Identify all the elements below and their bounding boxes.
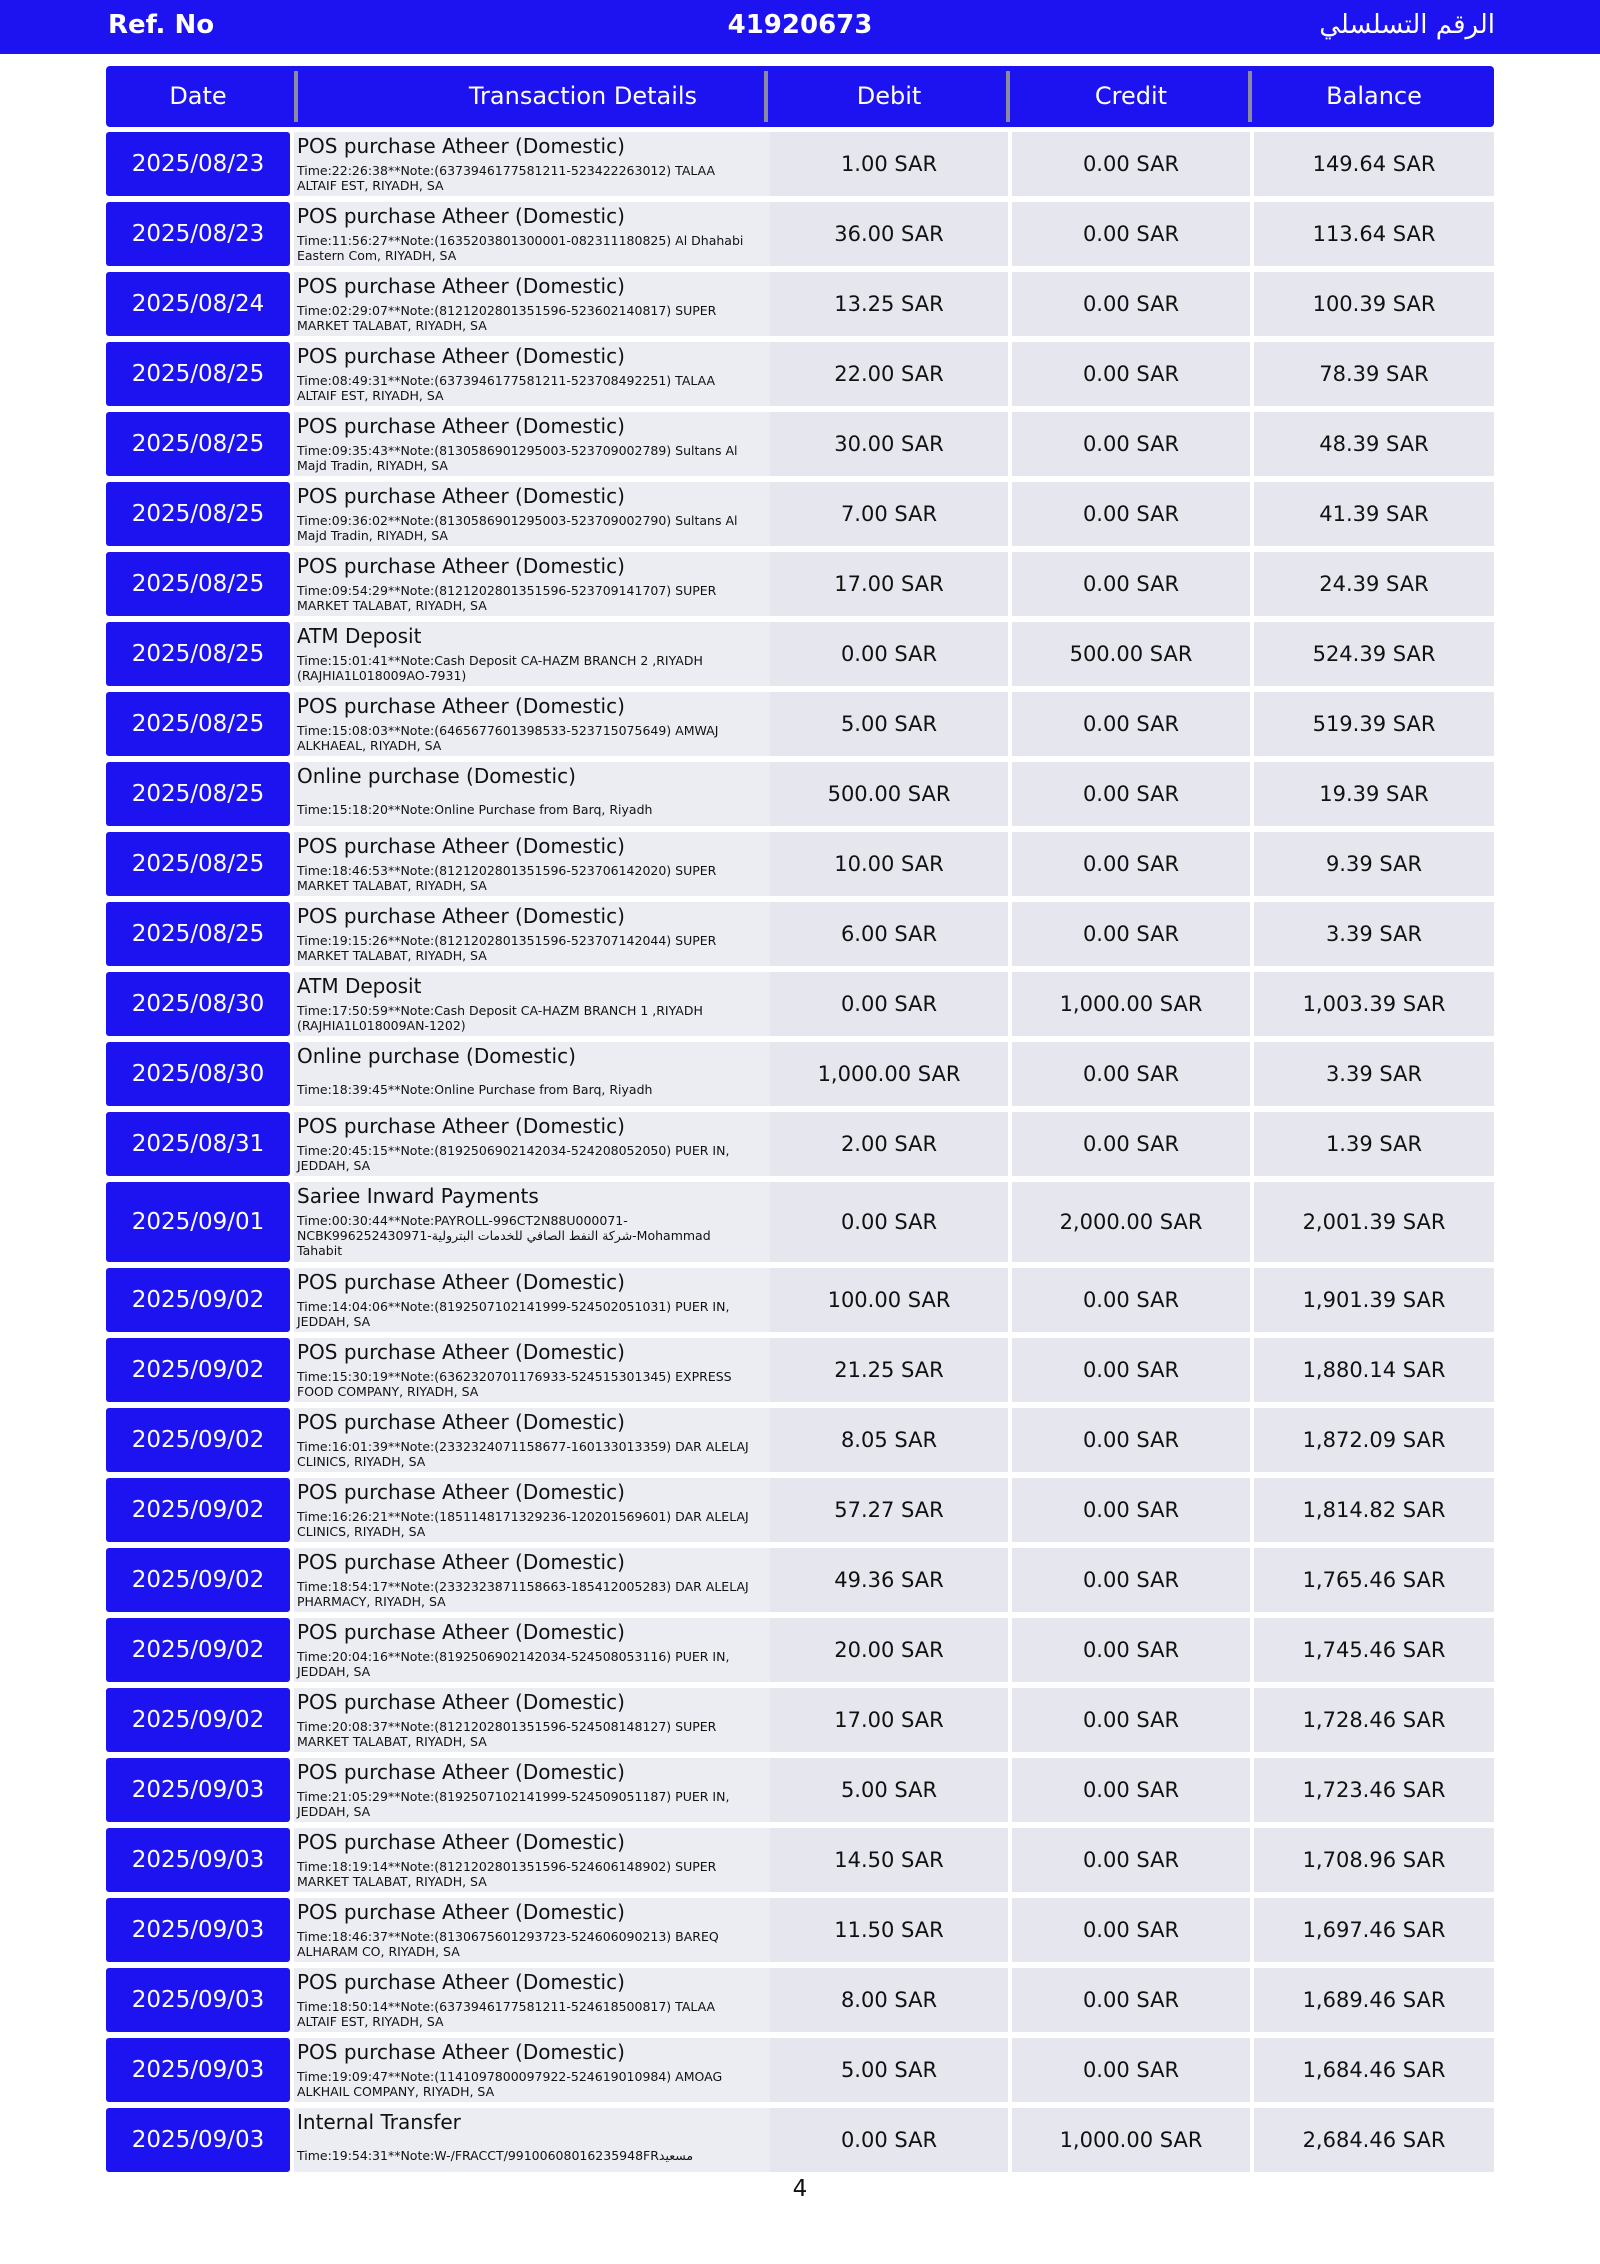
- table-row: [106, 1898, 1494, 1962]
- balance-amount: 100.39 SAR: [1254, 272, 1494, 336]
- table-row: [106, 972, 1494, 1036]
- transaction-date: 2025/08/23: [106, 132, 290, 196]
- balance-amount: 1,872.09 SAR: [1254, 1408, 1494, 1472]
- debit-amount: 8.00 SAR: [770, 1968, 1008, 2032]
- transaction-date: 2025/08/23: [106, 202, 290, 266]
- credit-amount: 0.00 SAR: [1012, 1338, 1250, 1402]
- balance-amount: 149.64 SAR: [1254, 132, 1494, 196]
- table-row: [106, 272, 1494, 336]
- transaction-date: 2025/09/02: [106, 1408, 290, 1472]
- credit-amount: 0.00 SAR: [1012, 2038, 1250, 2102]
- table-row: [106, 412, 1494, 476]
- transaction-date: 2025/09/02: [106, 1268, 290, 1332]
- transaction-date: 2025/08/25: [106, 552, 290, 616]
- debit-amount: 100.00 SAR: [770, 1268, 1008, 1332]
- transaction-title: POS purchase Atheer (Domestic): [297, 134, 625, 158]
- balance-amount: 524.39 SAR: [1254, 622, 1494, 686]
- debit-amount: 17.00 SAR: [770, 552, 1008, 616]
- table-row: [106, 2108, 1494, 2172]
- transaction-note: Time:20:45:15**Note:(8192506902142034-524208052050) PUER IN, JEDDAH, SA: [297, 1143, 730, 1173]
- transaction-note: Time:09:54:29**Note:(8121202801351596-523709141707) SUPER MARKET TALABAT, RIYADH, SA: [297, 583, 717, 613]
- balance-amount: 1,901.39 SAR: [1254, 1268, 1494, 1332]
- transaction-note: Time:02:29:07**Note:(8121202801351596-523602140817) SUPER MARKET TALABAT, RIYADH, SA: [297, 303, 717, 333]
- transaction-title: POS purchase Atheer (Domestic): [297, 484, 625, 508]
- column-divider: [764, 71, 768, 122]
- transaction-date: 2025/08/24: [106, 272, 290, 336]
- transaction-note: Time:22:26:38**Note:(6373946177581211-523422263012) TALAA ALTAIF EST, RIYADH, SA: [297, 163, 716, 193]
- credit-amount: 0.00 SAR: [1012, 1828, 1250, 1892]
- table-row: [106, 902, 1494, 966]
- transaction-title: POS purchase Atheer (Domestic): [297, 1970, 625, 1994]
- credit-amount: 0.00 SAR: [1012, 342, 1250, 406]
- table-row: [106, 482, 1494, 546]
- credit-amount: 0.00 SAR: [1012, 1688, 1250, 1752]
- debit-amount: 0.00 SAR: [770, 622, 1008, 686]
- credit-amount: 0.00 SAR: [1012, 832, 1250, 896]
- table-row: [106, 762, 1494, 826]
- debit-amount: 10.00 SAR: [770, 832, 1008, 896]
- page-number: 4: [792, 2176, 808, 2202]
- debit-amount: 17.00 SAR: [770, 1688, 1008, 1752]
- debit-amount: 5.00 SAR: [770, 2038, 1008, 2102]
- debit-amount: 8.05 SAR: [770, 1408, 1008, 1472]
- debit-amount: 49.36 SAR: [770, 1548, 1008, 1612]
- table-row: [106, 832, 1494, 896]
- credit-amount: 0.00 SAR: [1012, 1548, 1250, 1612]
- transaction-date: 2025/08/25: [106, 342, 290, 406]
- transaction-title: POS purchase Atheer (Domestic): [297, 204, 625, 228]
- table-row: [106, 1338, 1494, 1402]
- transaction-title: POS purchase Atheer (Domestic): [297, 1620, 625, 1644]
- transaction-title: POS purchase Atheer (Domestic): [297, 1550, 625, 1574]
- credit-amount: 0.00 SAR: [1012, 762, 1250, 826]
- table-row: [106, 1758, 1494, 1822]
- debit-amount: 7.00 SAR: [770, 482, 1008, 546]
- transaction-date: 2025/09/03: [106, 1828, 290, 1892]
- column-header-balance: Balance: [1326, 82, 1422, 110]
- transaction-note: Time:18:46:53**Note:(8121202801351596-523706142020) SUPER MARKET TALABAT, RIYADH, SA: [297, 863, 717, 893]
- credit-amount: 0.00 SAR: [1012, 412, 1250, 476]
- balance-amount: 48.39 SAR: [1254, 412, 1494, 476]
- table-row: [106, 2038, 1494, 2102]
- table-row: [106, 1112, 1494, 1176]
- transaction-note: Time:18:50:14**Note:(6373946177581211-524618500817) TALAA ALTAIF EST, RIYADH, SA: [297, 1999, 716, 2029]
- transaction-date: 2025/08/25: [106, 832, 290, 896]
- transaction-note: Time:11:56:27**Note:(1635203801300001-082311180825) Al Dhahabi Eastern Com, RIYADH, SA: [297, 233, 744, 263]
- transaction-date: 2025/08/30: [106, 972, 290, 1036]
- ref-no-label: Ref. No: [108, 10, 215, 40]
- transaction-date: 2025/08/25: [106, 692, 290, 756]
- debit-amount: 22.00 SAR: [770, 342, 1008, 406]
- credit-amount: 0.00 SAR: [1012, 552, 1250, 616]
- credit-amount: 0.00 SAR: [1012, 1268, 1250, 1332]
- transaction-date: 2025/08/25: [106, 762, 290, 826]
- debit-amount: 21.25 SAR: [770, 1338, 1008, 1402]
- balance-amount: 41.39 SAR: [1254, 482, 1494, 546]
- debit-amount: 20.00 SAR: [770, 1618, 1008, 1682]
- balance-amount: 2,684.46 SAR: [1254, 2108, 1494, 2172]
- transaction-note: Time:18:46:37**Note:(8130675601293723-524606090213) BAREQ ALHARAM CO, RIYADH, SA: [297, 1929, 719, 1959]
- transaction-note: Time:19:15:26**Note:(8121202801351596-523707142044) SUPER MARKET TALABAT, RIYADH, SA: [297, 933, 717, 963]
- transaction-note: Time:08:49:31**Note:(6373946177581211-523708492251) TALAA ALTAIF EST, RIYADH, SA: [297, 373, 716, 403]
- balance-amount: 1,765.46 SAR: [1254, 1548, 1494, 1612]
- table-row: [106, 1182, 1494, 1262]
- balance-amount: 9.39 SAR: [1254, 832, 1494, 896]
- balance-amount: 3.39 SAR: [1254, 902, 1494, 966]
- credit-amount: 0.00 SAR: [1012, 1112, 1250, 1176]
- balance-amount: 19.39 SAR: [1254, 762, 1494, 826]
- table-row: [106, 1478, 1494, 1542]
- transaction-title: POS purchase Atheer (Domestic): [297, 1900, 625, 1924]
- credit-amount: 0.00 SAR: [1012, 482, 1250, 546]
- transaction-note: Time:15:30:19**Note:(6362320701176933-524515301345) EXPRESS FOOD COMPANY, RIYADH, SA: [297, 1369, 732, 1399]
- transaction-date: 2025/09/02: [106, 1688, 290, 1752]
- transaction-title: POS purchase Atheer (Domestic): [297, 1690, 625, 1714]
- balance-amount: 113.64 SAR: [1254, 202, 1494, 266]
- table-row: [106, 202, 1494, 266]
- transaction-title: POS purchase Atheer (Domestic): [297, 2040, 625, 2064]
- debit-amount: 5.00 SAR: [770, 1758, 1008, 1822]
- credit-amount: 0.00 SAR: [1012, 1968, 1250, 2032]
- transaction-title: ATM Deposit: [297, 624, 422, 648]
- column-header-date: Date: [169, 82, 227, 110]
- transaction-date: 2025/08/25: [106, 482, 290, 546]
- balance-amount: 1,814.82 SAR: [1254, 1478, 1494, 1542]
- table-row: [106, 692, 1494, 756]
- column-divider: [1006, 71, 1010, 122]
- transaction-title: POS purchase Atheer (Domestic): [297, 1410, 625, 1434]
- table-row: [106, 1618, 1494, 1682]
- transaction-title: POS purchase Atheer (Domestic): [297, 904, 625, 928]
- balance-amount: 3.39 SAR: [1254, 1042, 1494, 1106]
- table-row: [106, 1408, 1494, 1472]
- transaction-note: Time:18:19:14**Note:(8121202801351596-524606148902) SUPER MARKET TALABAT, RIYADH, SA: [297, 1859, 717, 1889]
- transaction-date: 2025/08/25: [106, 412, 290, 476]
- transaction-date: 2025/09/02: [106, 1618, 290, 1682]
- table-row: [106, 552, 1494, 616]
- balance-amount: 1,689.46 SAR: [1254, 1968, 1494, 2032]
- debit-amount: 36.00 SAR: [770, 202, 1008, 266]
- transaction-date: 2025/08/31: [106, 1112, 290, 1176]
- credit-amount: 0.00 SAR: [1012, 902, 1250, 966]
- credit-amount: 2,000.00 SAR: [1012, 1182, 1250, 1262]
- debit-amount: 1,000.00 SAR: [770, 1042, 1008, 1106]
- ref-no-label-arabic: الرقم التسلسلي: [1319, 10, 1495, 40]
- transaction-title: POS purchase Atheer (Domestic): [297, 834, 625, 858]
- reference-header-bar: [0, 0, 1600, 54]
- credit-amount: 0.00 SAR: [1012, 1478, 1250, 1542]
- credit-amount: 0.00 SAR: [1012, 1408, 1250, 1472]
- transaction-date: 2025/09/02: [106, 1478, 290, 1542]
- column-header-debit: Debit: [856, 82, 922, 110]
- credit-amount: 0.00 SAR: [1012, 1042, 1250, 1106]
- credit-amount: 0.00 SAR: [1012, 1758, 1250, 1822]
- transaction-title: Online purchase (Domestic): [297, 1044, 576, 1068]
- transaction-title: Internal Transfer: [297, 2110, 461, 2134]
- transaction-note: Time:15:01:41**Note:Cash Deposit CA-HAZM BRANCH 2 ,RIYADH (RAJHIA1L018009AO-7931): [297, 653, 703, 683]
- transaction-title: POS purchase Atheer (Domestic): [297, 274, 625, 298]
- transaction-title: POS purchase Atheer (Domestic): [297, 1760, 625, 1784]
- transaction-note: Time:18:39:45**Note:Online Purchase from Barq, Riyadh: [297, 1082, 653, 1097]
- transaction-title: Sariee Inward Payments: [297, 1184, 539, 1208]
- balance-amount: 1.39 SAR: [1254, 1112, 1494, 1176]
- transaction-note: Time:20:08:37**Note:(8121202801351596-524508148127) SUPER MARKET TALABAT, RIYADH, SA: [297, 1719, 717, 1749]
- table-body: [106, 132, 1494, 2172]
- transaction-date: 2025/09/02: [106, 1548, 290, 1612]
- table-header: [106, 66, 1494, 127]
- transaction-note: Time:18:54:17**Note:(2332323871158663-185412005283) DAR ALELAJ PHARMACY, RIYADH, SA: [297, 1579, 749, 1609]
- transaction-date: 2025/09/03: [106, 1898, 290, 1962]
- transaction-title: POS purchase Atheer (Domestic): [297, 1480, 625, 1504]
- debit-amount: 13.25 SAR: [770, 272, 1008, 336]
- table-row: [106, 132, 1494, 196]
- ref-no-value: 41920673: [727, 10, 873, 40]
- table-row: [106, 1968, 1494, 2032]
- transaction-note: Time:09:35:43**Note:(8130586901295003-523709002789) Sultans Al Majd Tradin, RIYADH, SA: [297, 443, 738, 473]
- debit-amount: 1.00 SAR: [770, 132, 1008, 196]
- column-divider: [1248, 71, 1252, 122]
- debit-amount: 11.50 SAR: [770, 1898, 1008, 1962]
- balance-amount: 1,745.46 SAR: [1254, 1618, 1494, 1682]
- column-header-credit: Credit: [1094, 82, 1168, 110]
- transaction-date: 2025/09/02: [106, 1338, 290, 1402]
- credit-amount: 0.00 SAR: [1012, 202, 1250, 266]
- balance-amount: 24.39 SAR: [1254, 552, 1494, 616]
- transaction-note: Time:19:09:47**Note:(1141097800097922-524619010984) AMOAG ALKHAIL COMPANY, RIYADH, SA: [297, 2069, 723, 2099]
- credit-amount: 0.00 SAR: [1012, 1898, 1250, 1962]
- transaction-title: ATM Deposit: [297, 974, 422, 998]
- table-row: [106, 1688, 1494, 1752]
- table-row: [106, 342, 1494, 406]
- transaction-note: Time:21:05:29**Note:(8192507102141999-524509051187) PUER IN, JEDDAH, SA: [297, 1789, 730, 1819]
- debit-amount: 57.27 SAR: [770, 1478, 1008, 1542]
- debit-amount: 0.00 SAR: [770, 2108, 1008, 2172]
- transaction-note: Time:09:36:02**Note:(8130586901295003-523709002790) Sultans Al Majd Tradin, RIYADH, SA: [297, 513, 738, 543]
- debit-amount: 5.00 SAR: [770, 692, 1008, 756]
- transaction-note: Time:19:54:31**Note:W-/FRACCT/99100608016235948FRمسعيد: [297, 2148, 694, 2163]
- balance-amount: 1,697.46 SAR: [1254, 1898, 1494, 1962]
- balance-amount: 2,001.39 SAR: [1254, 1182, 1494, 1262]
- table-row: [106, 622, 1494, 686]
- transaction-note: Time:17:50:59**Note:Cash Deposit CA-HAZM BRANCH 1 ,RIYADH (RAJHIA1L018009AN-1202): [297, 1003, 703, 1033]
- transaction-title: POS purchase Atheer (Domestic): [297, 1270, 625, 1294]
- transaction-title: POS purchase Atheer (Domestic): [297, 344, 625, 368]
- debit-amount: 30.00 SAR: [770, 412, 1008, 476]
- transaction-date: 2025/08/25: [106, 622, 290, 686]
- transaction-title: POS purchase Atheer (Domestic): [297, 1114, 625, 1138]
- balance-amount: 78.39 SAR: [1254, 342, 1494, 406]
- transaction-date: 2025/09/03: [106, 2038, 290, 2102]
- credit-amount: 0.00 SAR: [1012, 132, 1250, 196]
- transaction-note: Time:20:04:16**Note:(8192506902142034-524508053116) PUER IN, JEDDAH, SA: [297, 1649, 730, 1679]
- transaction-title: POS purchase Atheer (Domestic): [297, 1340, 625, 1364]
- transaction-title: POS purchase Atheer (Domestic): [297, 554, 625, 578]
- balance-amount: 1,880.14 SAR: [1254, 1338, 1494, 1402]
- transaction-note: Time:14:04:06**Note:(8192507102141999-524502051031) PUER IN, JEDDAH, SA: [297, 1299, 730, 1329]
- transaction-title: POS purchase Atheer (Domestic): [297, 694, 625, 718]
- transactions-table: [106, 66, 1494, 2178]
- transaction-date: 2025/08/25: [106, 902, 290, 966]
- balance-amount: 519.39 SAR: [1254, 692, 1494, 756]
- transaction-note: Time:15:08:03**Note:(6465677601398533-523715075649) AMWAJ ALKHAEAL, RIYADH, SA: [297, 723, 719, 753]
- transaction-note: Time:00:30:44**Note:PAYROLL-996CT2N88U000071-NCBK996252430971-شركة النفط الصافي للخدمات البترولية-Mohammad Tahabit: [297, 1213, 711, 1258]
- credit-amount: 0.00 SAR: [1012, 692, 1250, 756]
- debit-amount: 0.00 SAR: [770, 1182, 1008, 1262]
- debit-amount: 2.00 SAR: [770, 1112, 1008, 1176]
- transaction-date: 2025/09/03: [106, 1968, 290, 2032]
- transaction-title: Online purchase (Domestic): [297, 764, 576, 788]
- debit-amount: 6.00 SAR: [770, 902, 1008, 966]
- debit-amount: 0.00 SAR: [770, 972, 1008, 1036]
- credit-amount: 1,000.00 SAR: [1012, 972, 1250, 1036]
- debit-amount: 14.50 SAR: [770, 1828, 1008, 1892]
- credit-amount: 500.00 SAR: [1012, 622, 1250, 686]
- transaction-date: 2025/08/30: [106, 1042, 290, 1106]
- transaction-note: Time:15:18:20**Note:Online Purchase from Barq, Riyadh: [297, 802, 653, 817]
- transaction-note: Time:16:26:21**Note:(1851148171329236-120201569601) DAR ALELAJ CLINICS, RIYADH, SA: [297, 1509, 749, 1539]
- credit-amount: 0.00 SAR: [1012, 1618, 1250, 1682]
- transaction-date: 2025/09/03: [106, 2108, 290, 2172]
- balance-amount: 1,708.96 SAR: [1254, 1828, 1494, 1892]
- balance-amount: 1,003.39 SAR: [1254, 972, 1494, 1036]
- table-row: [106, 1548, 1494, 1612]
- balance-amount: 1,728.46 SAR: [1254, 1688, 1494, 1752]
- transaction-date: 2025/09/03: [106, 1758, 290, 1822]
- transaction-title: POS purchase Atheer (Domestic): [297, 1830, 625, 1854]
- transaction-title: POS purchase Atheer (Domestic): [297, 414, 625, 438]
- column-header-details: Transaction Details: [468, 82, 698, 110]
- table-row: [106, 1828, 1494, 1892]
- balance-amount: 1,723.46 SAR: [1254, 1758, 1494, 1822]
- transaction-date: 2025/09/01: [106, 1182, 290, 1262]
- debit-amount: 500.00 SAR: [770, 762, 1008, 826]
- transaction-note: Time:16:01:39**Note:(2332324071158677-160133013359) DAR ALELAJ CLINICS, RIYADH, SA: [297, 1439, 749, 1469]
- credit-amount: 1,000.00 SAR: [1012, 2108, 1250, 2172]
- balance-amount: 1,684.46 SAR: [1254, 2038, 1494, 2102]
- credit-amount: 0.00 SAR: [1012, 272, 1250, 336]
- table-row: [106, 1042, 1494, 1106]
- table-row: [106, 1268, 1494, 1332]
